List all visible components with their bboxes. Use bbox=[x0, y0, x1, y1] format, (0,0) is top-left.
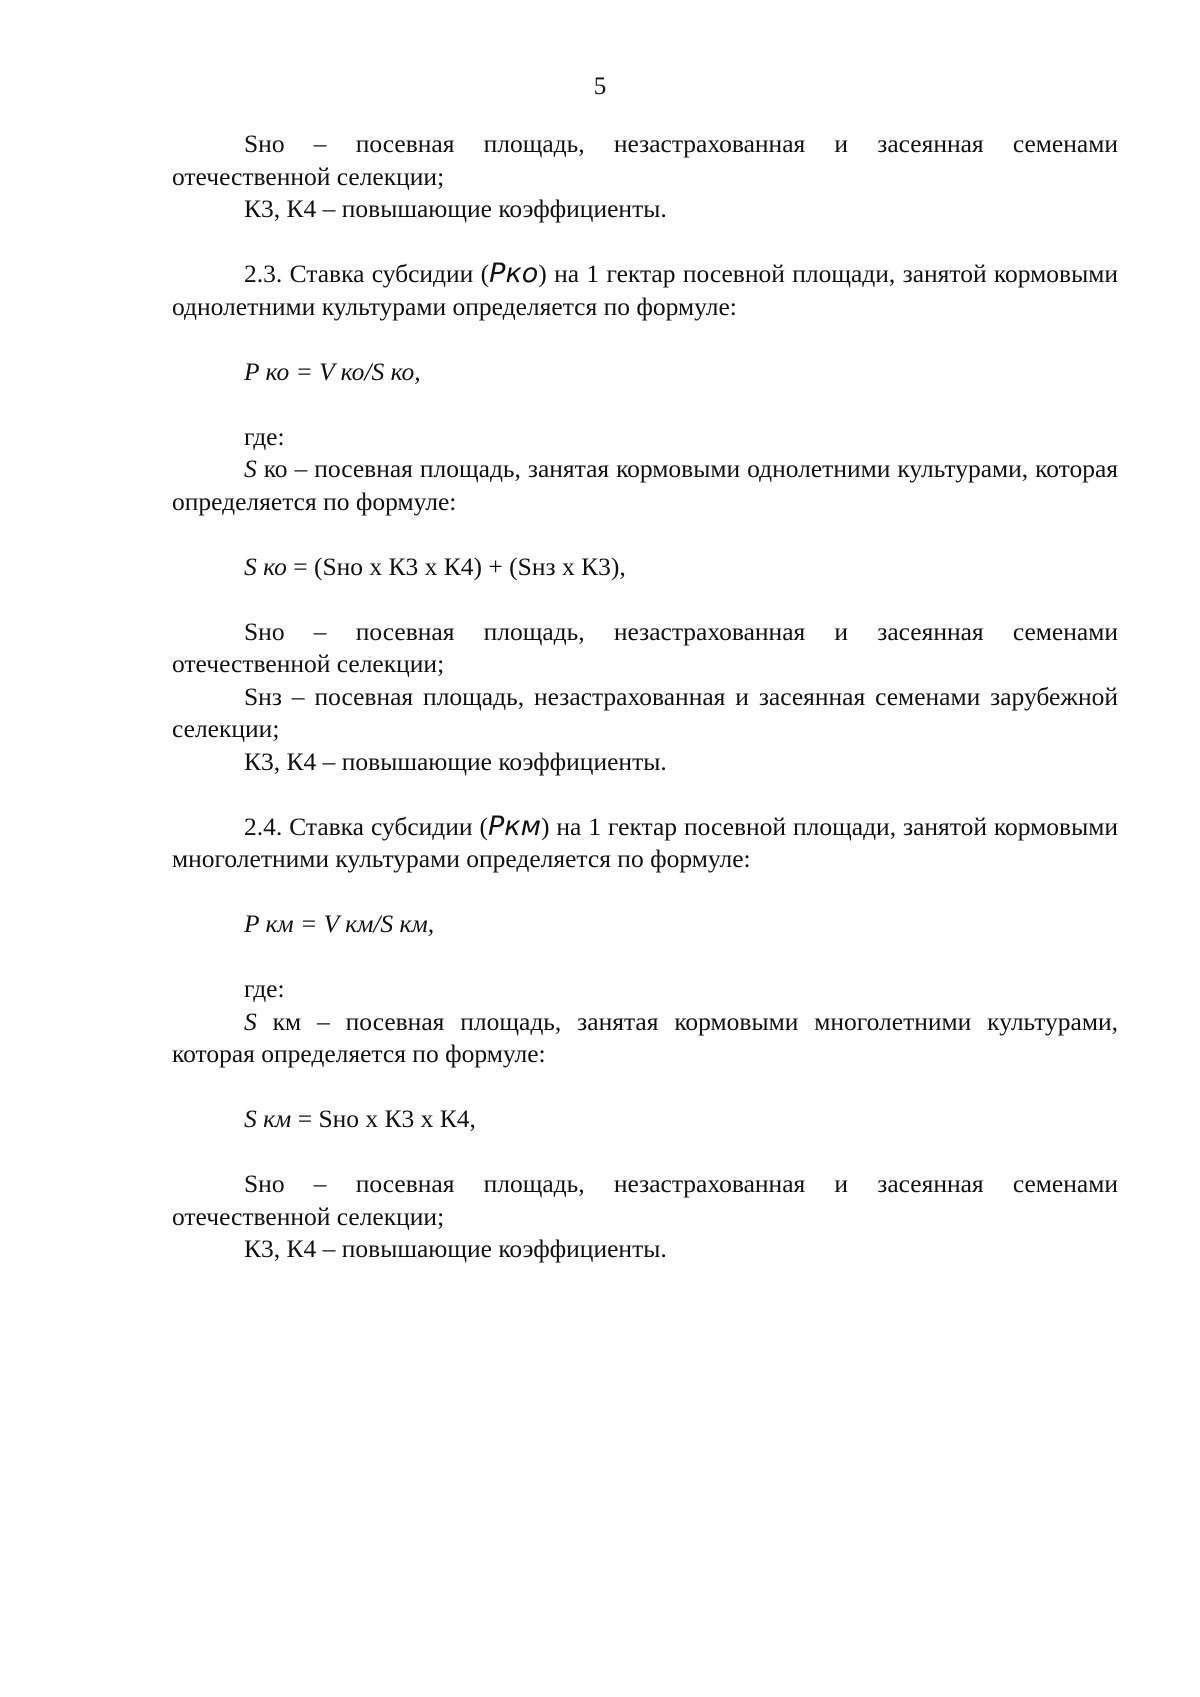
spacer bbox=[172, 1071, 1118, 1104]
formula-pko: P ко = V ко/S ко, bbox=[244, 356, 421, 386]
symbol-pko: Pко bbox=[489, 258, 539, 289]
spacer bbox=[172, 388, 1118, 421]
definition-sno bbox=[172, 128, 1118, 193]
spacer bbox=[172, 778, 1118, 811]
spacer bbox=[172, 518, 1118, 551]
symbol-pkm: Pкм bbox=[488, 810, 541, 842]
definition-k: К3, К4 – повышающие коэффициенты. bbox=[244, 1234, 667, 1263]
symbol-sno: Sно bbox=[244, 129, 285, 158]
formula-sko: S ко = (Sно х К3 х К4) + (Sнз х К3), bbox=[244, 551, 626, 581]
formula-skm: S км = Sно х К3 х К4, bbox=[244, 1104, 476, 1133]
spacer bbox=[172, 583, 1118, 616]
spacer bbox=[172, 226, 1118, 259]
definition-k: К3, К4 – повышающие коэффициенты. bbox=[244, 194, 667, 223]
spacer bbox=[172, 876, 1118, 909]
definition-k: К3, К4 – повышающие коэффициенты. bbox=[244, 746, 667, 776]
definition-sko: S ко – посевная площадь, занятая кормовыми однолетними культурами, которая определяется по формуле: bbox=[172, 454, 1118, 516]
where-label: где: bbox=[244, 421, 285, 451]
definition-text: – посевная площадь, незастрахованная и засеянная семенами отечественной селекции; bbox=[172, 129, 1118, 191]
symbol-sno: Sно bbox=[244, 1169, 285, 1198]
definition-sno: Sно – посевная площадь, незастрахованная и засеянная семенами отечественной селекции; bbox=[172, 1169, 1118, 1231]
spacer bbox=[172, 941, 1118, 974]
section-2-4-intro: 2.4. Ставка субсидии (Pкм) на 1 гектар посевной площади, занятой кормовыми многолетними культурами определяется по формуле: bbox=[172, 810, 1118, 873]
symbol-s: S bbox=[244, 1006, 257, 1036]
definition-snz: Sнз – посевная площадь, незастрахованная и засеянная семенами зарубежной селекции; bbox=[172, 681, 1118, 743]
section-2-3-intro: 2.3. Ставка субсидии (Pко) на 1 гектар посевной площади, занятой кормовыми однолетними культурами определяется по формуле: bbox=[172, 258, 1118, 321]
page-body bbox=[172, 128, 1118, 1266]
symbol-s: S bbox=[244, 454, 257, 483]
spacer bbox=[172, 323, 1118, 356]
definition-sno: Sно – посевная площадь, незастрахованная и засеянная семенами отечественной селекции; bbox=[172, 616, 1118, 678]
spacer bbox=[172, 1136, 1118, 1169]
definition-skm: S км – посевная площадь, занятая кормовыми многолетними культурами, которая определяется по формуле: bbox=[172, 1006, 1118, 1068]
symbol-sno: Sно bbox=[244, 616, 285, 646]
symbol-snz: Sнз bbox=[244, 681, 282, 711]
where-label: где: bbox=[244, 974, 285, 1003]
page-number: 5 bbox=[593, 73, 607, 100]
formula-pkm: P км = V км/S км, bbox=[244, 909, 435, 938]
